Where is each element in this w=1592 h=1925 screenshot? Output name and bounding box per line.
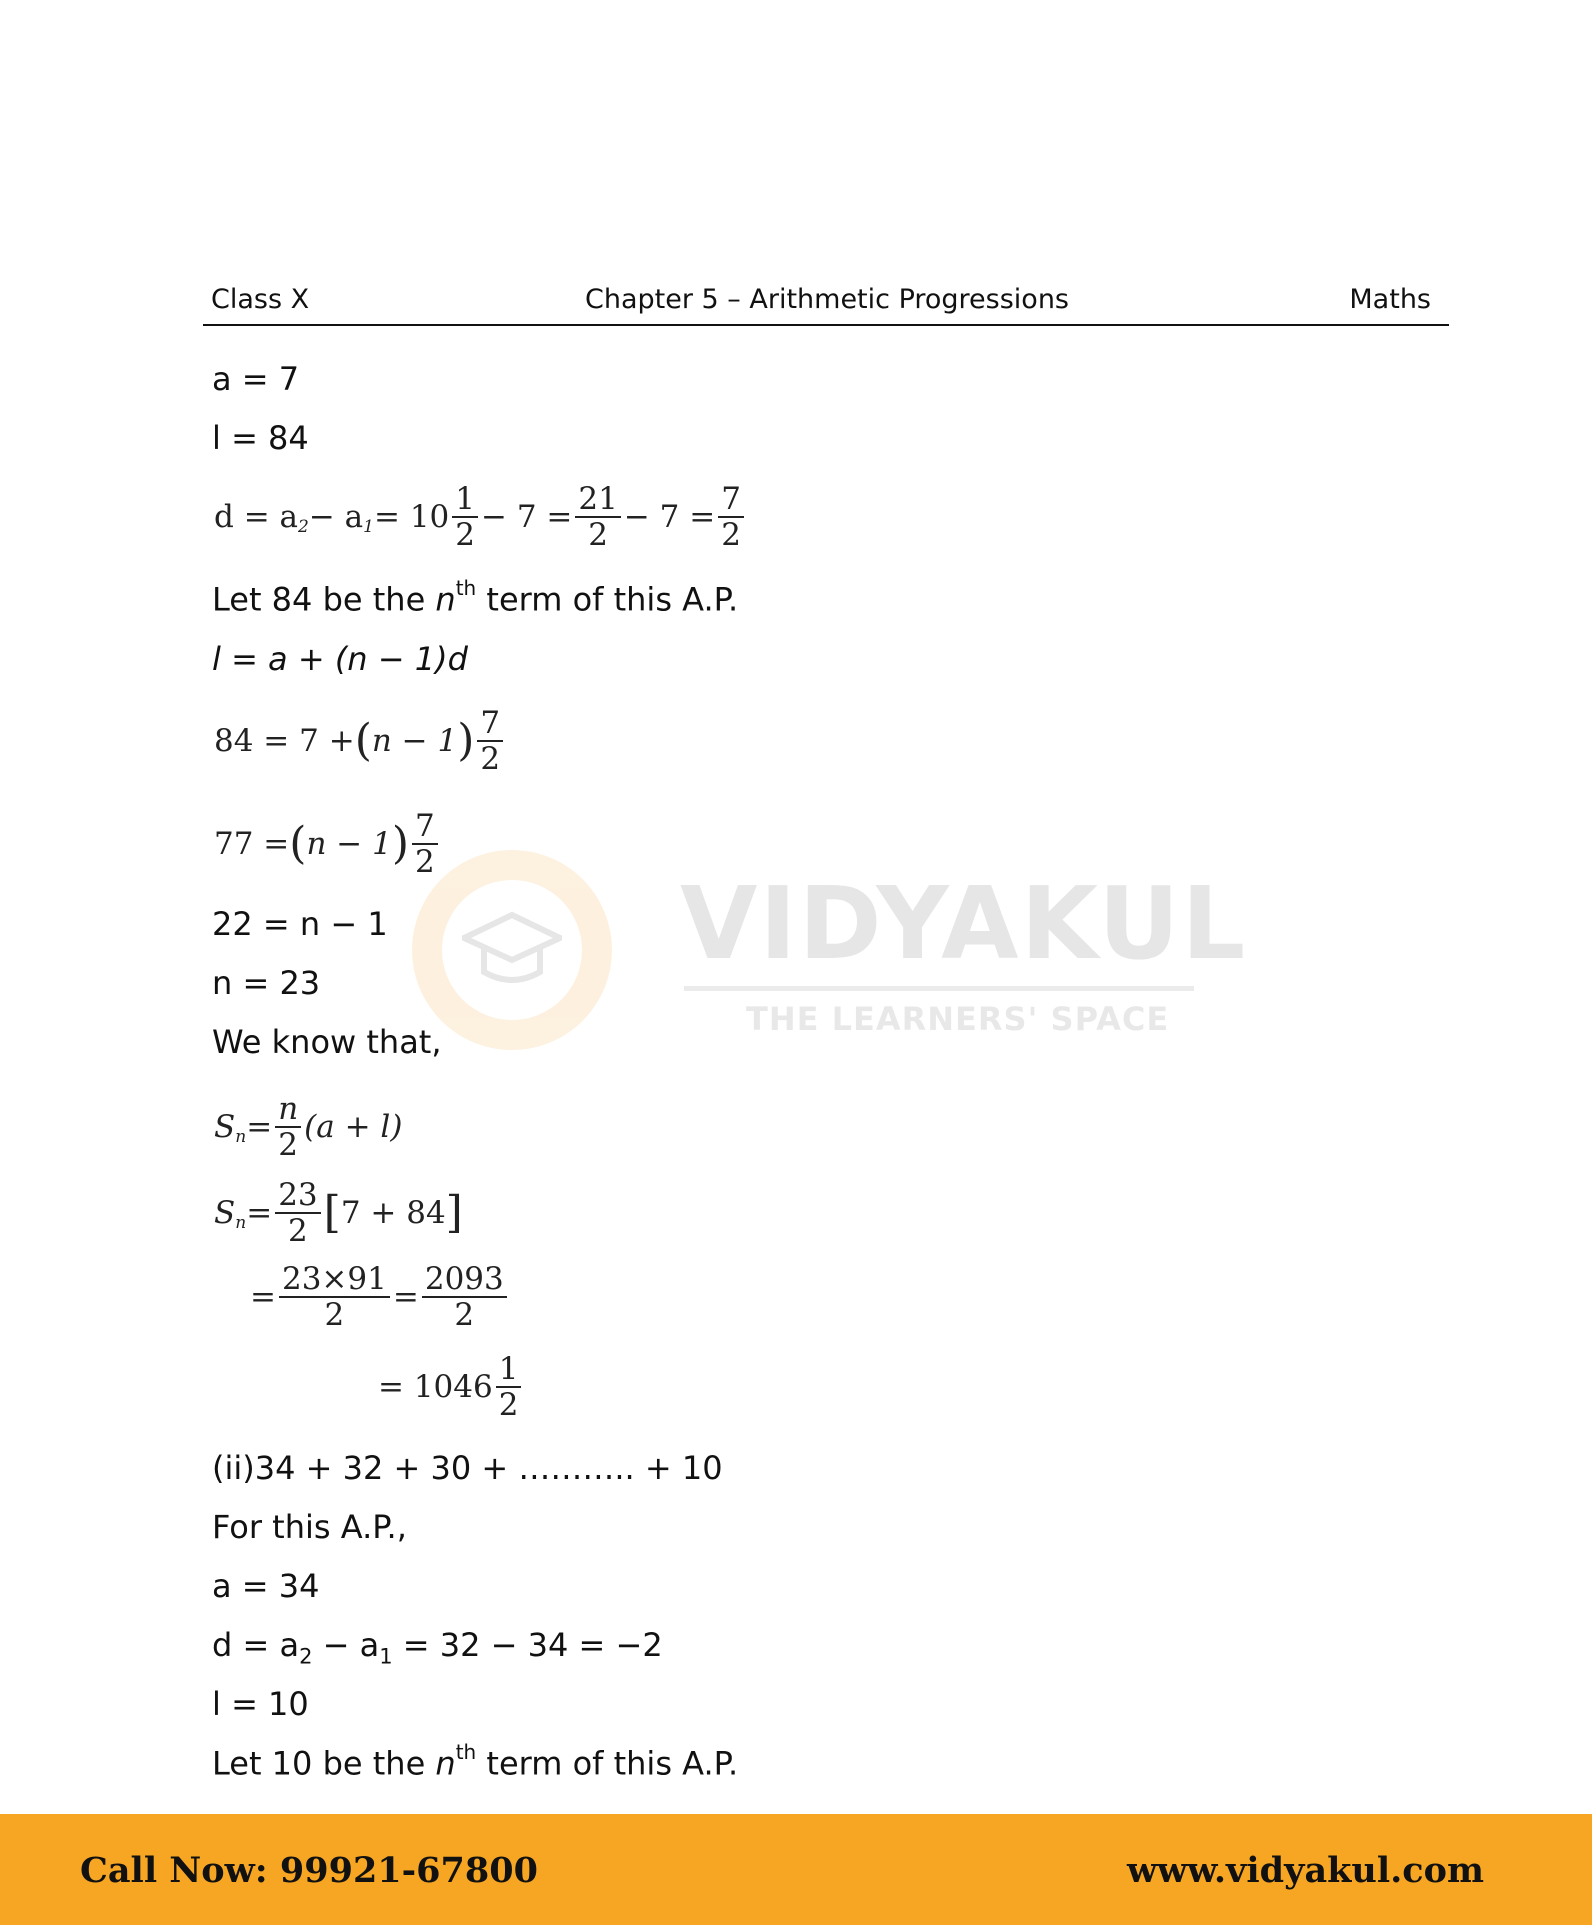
line-a-34: a = 34	[212, 1567, 320, 1605]
th-superscript: th	[455, 576, 477, 600]
eq77-fraction	[412, 809, 438, 879]
watermark-tagline: THE LEARNERS' SPACE	[746, 1000, 1170, 1038]
let84-pre: Let 84 be the	[212, 580, 436, 619]
eq77-lhs: 77 =	[214, 826, 290, 863]
eq77-inner: n − 1	[306, 826, 392, 863]
line-eq-n: n = 23	[212, 964, 321, 1002]
denominator: 2	[415, 844, 435, 881]
let10-post: term of this A.P.	[476, 1744, 739, 1783]
eq-d-fraction-1	[452, 482, 478, 552]
line-a-value: a = 7	[212, 360, 300, 398]
denominator: 2	[498, 1387, 519, 1424]
numerator: 23×91	[279, 1262, 390, 1298]
sn3-mid: =	[392, 1279, 419, 1316]
sn3-fraction-1	[279, 1262, 390, 1332]
sn2-sub: n	[235, 1213, 247, 1234]
footer-call-number[interactable]: Call Now: 99921-67800	[80, 1850, 538, 1891]
d-line-sub2: 2	[299, 1644, 313, 1669]
eq84-fraction	[477, 706, 503, 776]
denominator: 2	[288, 1213, 308, 1250]
denominator: 2	[480, 741, 501, 778]
equation-d	[214, 482, 747, 552]
sn2-inner: 7 + 84	[340, 1195, 446, 1232]
eq84-close: )	[457, 715, 475, 767]
line-formula-l: l = a + (n − 1)d	[212, 640, 468, 678]
header-class: Class X	[211, 284, 310, 315]
th-superscript: th	[455, 1740, 477, 1764]
n-variable: n	[435, 580, 456, 619]
numerator: 1	[496, 1352, 522, 1388]
eq-d-lhs: d = a	[214, 499, 299, 536]
numerator: 2093	[422, 1262, 507, 1298]
eq-d-sub2: 2	[298, 517, 309, 538]
equation-sn-result	[378, 1352, 524, 1422]
footer-website-link[interactable]: www.vidyakul.com	[1126, 1850, 1484, 1891]
eq84-inner: n − 1	[371, 723, 458, 760]
numerator: 23	[275, 1178, 320, 1214]
eq-d-sub1: 1	[363, 517, 374, 538]
sn1-s: S	[214, 1109, 236, 1146]
numerator: 7	[477, 706, 503, 742]
sn1-rest: (a + l)	[304, 1109, 403, 1146]
watermark-gear-icon	[412, 850, 612, 1050]
graduation-cap-icon	[462, 910, 562, 990]
sn2-open: [	[323, 1187, 341, 1239]
header-chapter: Chapter 5 – Arithmetic Progressions	[585, 284, 1069, 315]
line-l-value: l = 84	[212, 419, 309, 457]
numerator: 7	[718, 482, 744, 518]
d-line-post: = 32 − 34 = −2	[392, 1626, 663, 1664]
denominator: 2	[324, 1297, 345, 1334]
equation-sn-formula	[214, 1092, 402, 1162]
line-l-10: l = 10	[212, 1685, 309, 1723]
sn2-close: ]	[445, 1187, 463, 1239]
sn1-sub: n	[235, 1127, 247, 1148]
sn3-fraction-2	[422, 1262, 507, 1332]
denominator: 2	[588, 517, 608, 554]
sn2-s: S	[214, 1195, 236, 1232]
d-line-mid: − a	[312, 1626, 380, 1664]
d-line-sub1: 1	[379, 1644, 393, 1669]
eq-d-minus: − a	[308, 499, 364, 536]
numerator: 21	[575, 482, 620, 518]
numerator: 7	[412, 809, 438, 845]
eq77-open: (	[289, 818, 307, 870]
eq77-close: )	[391, 818, 409, 870]
d-line-pre: d = a	[212, 1626, 300, 1664]
let84-post: term of this A.P.	[476, 580, 739, 619]
denominator: 2	[278, 1127, 299, 1164]
sn2-eq: =	[246, 1195, 273, 1232]
let10-pre: Let 10 be the	[212, 1744, 436, 1783]
eq-d-eq1: = 10	[373, 499, 450, 536]
sn2-fraction	[275, 1178, 320, 1248]
denominator: 2	[455, 517, 475, 554]
sn1-fraction	[275, 1092, 301, 1162]
watermark	[400, 840, 1248, 1090]
numerator: 1	[452, 482, 478, 518]
equation-77	[214, 809, 441, 879]
eq-d-fraction-3	[718, 482, 744, 552]
footer-bar	[0, 1814, 1592, 1925]
denominator: 2	[721, 517, 741, 554]
sn1-eq: =	[246, 1109, 273, 1146]
equation-sn-sub	[214, 1178, 463, 1248]
n-variable: n	[435, 1744, 456, 1783]
watermark-rule	[684, 986, 1194, 991]
line-for-ap: For this A.P.,	[212, 1508, 407, 1546]
sn4-eq: = 1046	[378, 1369, 493, 1406]
equation-sn-product	[250, 1262, 510, 1332]
sn3-eq: =	[250, 1279, 276, 1316]
line-let-10	[212, 1740, 739, 1783]
equation-84	[214, 706, 506, 776]
header-subject: Maths	[1349, 284, 1431, 315]
eq84-lhs: 84 = 7 +	[214, 723, 355, 760]
numerator: n	[275, 1092, 301, 1128]
page-header	[203, 280, 1449, 326]
eq-d-mid2: − 7 =	[623, 499, 716, 536]
eq-d-mid1: − 7 =	[481, 499, 573, 536]
line-let-84	[212, 576, 739, 619]
line-we-know: We know that,	[212, 1023, 442, 1061]
line-eq-22: 22 = n − 1	[212, 905, 388, 943]
eq84-open: (	[354, 715, 372, 767]
sn4-fraction	[496, 1352, 522, 1422]
denominator: 2	[454, 1297, 475, 1334]
line-d-value	[212, 1626, 663, 1668]
eq-d-fraction-2	[575, 482, 620, 552]
line-part-ii: (ii)34 + 32 + 30 + ……….. + 10	[212, 1449, 723, 1487]
watermark-brand: VIDYAKUL	[680, 865, 1248, 982]
